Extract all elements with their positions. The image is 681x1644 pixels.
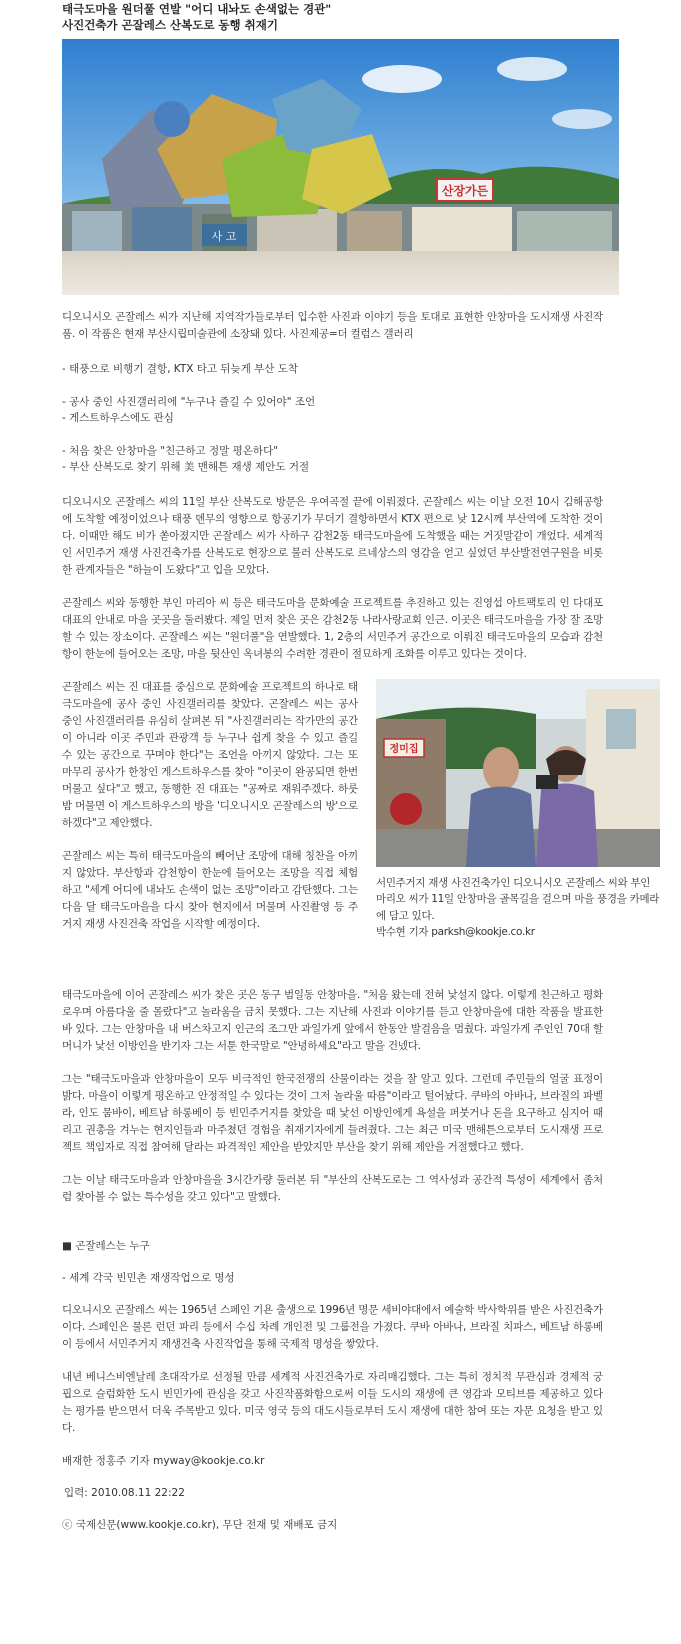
paragraph-3: 곤잘레스 씨는 진 대표를 중심으로 문화예술 프로젝트의 하나로 태극도마을에 공사 중인 사진갤러리를 찾았다. 곤잘레스 씨는 공사 중인 사진갤러리를 유심히 살펴본 뒤 "사진갤러리는 작가만의 공간이 아니라 이곳 주민과 관광객 등 누구나 쉽게 찾을 수 있고 즐길 수 있는 공간으로 꾸며야 한다"는 조언을 아끼지 않았다. 그는 또 마무리 공사가 한창인 게스트하우스를 찾아 "이곳이 완공되면 한번 머물고 싶다"고 했고, 동행한 진 대표는 "공짜로 재워주겠다. 하룻밤 머물면 이 게스트하우스의 방을 '디오니시오 곤잘레스의 방'으로 하겠다"고 제안했다. bbox=[62, 680, 358, 829]
left-column bbox=[62, 679, 358, 933]
article bbox=[62, 0, 662, 1533]
hero-sign: 산장가든 bbox=[441, 184, 489, 198]
headline bbox=[62, 1, 662, 33]
paragraph-7: 그는 이날 태극도마을과 안창마을을 3시간가량 둘러본 뒤 "부산의 산복도로는 그 역사성과 공간적 특성이 세계에서 좀처럼 찾아볼 수 없는 특수성을 갖고 있다"고 말했다. bbox=[62, 1173, 603, 1203]
summary-group-2 bbox=[62, 394, 662, 427]
summary-item: - 게스트하우스에도 관심 bbox=[62, 412, 174, 424]
two-column-section bbox=[62, 679, 662, 975]
summary-item: - 태풍으로 비행기 결항, KTX 타고 뒤늦게 부산 도착 bbox=[62, 363, 299, 375]
paragraph-2: 곤잘레스 씨와 동행한 부인 마리아 씨 등은 태극도마을 문화예술 프로젝트를 추진하고 있는 진영섭 아트팩토리 인 다대포 대표의 안내로 마을 곳곳을 둘러봤다. 제일 먼저 찾은 곳은 감천2동 나라사랑교회 인근. 이곳은 태극도마을을 가장 잘 조망할 수 있는 장소이다. 곤잘레스 씨는 "원더풀"을 연발했다. 1, 2층의 서민주거 공간으로 이뤄진 태극도마을의 모습과 감천항이 한눈에 들어오는 조망, 마을 뒷산인 옥녀봉의 수려한 경관이 절묘하게 조화를 이루고 있다는 것이다. bbox=[62, 596, 603, 660]
hero-photo bbox=[62, 39, 619, 295]
street-photo bbox=[376, 679, 660, 867]
summary-group-3 bbox=[62, 443, 662, 476]
summary-item: - 공사 중인 사진갤러리에 "누구나 즐길 수 있어야" 조언 bbox=[62, 395, 316, 408]
summary-item: - 처음 찾은 안창마을 "친근하고 정말 평온하다" bbox=[62, 444, 279, 457]
copyright: ⓒ 국제신문(www.kookje.co.kr), 무단 전재 및 재배포 금지 bbox=[62, 1518, 338, 1531]
street-photo-caption-block bbox=[376, 875, 660, 941]
hero-box-text: 사 고 bbox=[211, 230, 237, 243]
paragraph-5: 태극도마을에 이어 곤잘레스 씨가 찾은 곳은 동구 범일동 안창마을. "처음 왔는데 전혀 낯설지 않다. 이렇게 친근하고 평화로우며 아름다울 줄 몰랐다"고 놀라움을 금치 못했다. 그는 지난해 사진과 이야기를 듣고 안창마을에 대한 작품을 발표한 바 있다. 그는 안창마을 내 버스차고지 인근의 조그만 과일가게 앞에서 한동안 발걸음을 멈췄다. 과일가게 주인인 70대 할머니가 낯선 이방인을 반기자 그는 서툰 한국말로 "안녕하세요"라고 말을 건넸다. bbox=[62, 988, 603, 1052]
street-photo-art bbox=[376, 679, 660, 867]
profile-paragraph-1: 디오니시오 곤잘레스 씨는 1965년 스페인 기욘 출생으로 1996년 명문 세비야대에서 예술학 박사학위를 받은 사진건축가이다. 스페인은 물론 런던 파리 등에서 수십 차례 개인전 및 그룹전을 가졌다. 쿠바 아바나, 브라질 치파스, 베트남 하롱베이 등에서 서민주거지 재생건축 사진작업을 통해 국제적 명성을 쌓았다. bbox=[62, 1303, 603, 1350]
street-photo-caption: 서민주거지 재생 사진건축가인 디오니시오 곤잘레스 씨와 부인 마리오 씨가 11일 안창마을 골목길을 걸으며 마을 풍경을 카메라에 담고 있다. bbox=[376, 876, 660, 922]
dateline: 입력: 2010.08.11 22:22 bbox=[64, 1486, 185, 1499]
headline-line-2: 사진건축가 곤잘레스 산복도로 동행 취재기 bbox=[62, 18, 278, 32]
byline: 배재한 정홍주 기자 myway@kookje.co.kr bbox=[62, 1454, 265, 1467]
street-sign: 정미집 bbox=[389, 743, 419, 755]
profile-subheading: - 세계 각국 빈민촌 재생작업으로 명성 bbox=[62, 1271, 235, 1284]
paragraph-1: 디오니시오 곤잘레스 씨의 11일 부산 산복도로 방문은 우여곡절 끝에 이뤄졌다. 곤잘레스 씨는 이날 오전 10시 김해공항에 도착할 예정이었으나 태풍 뎬무의 영향으로 항공기가 무더기 결항하면서 KTX 편으로 낮 12시께 부산역에 도착한 것이다. 이때만 해도 비가 쏟아졌지만 곤잘레스 씨가 사하구 감천2동 태극도마을에 도착했을 때는 거짓말같이 개었다. 세계적인 서민주거 재생 사진건축가를 산복도로 현장으로 불러 산복도로 르네상스의 영감을 얻고 싶었던 부산발전연구원을 비롯한 관계자들은 "하늘이 도왔다"고 입을 모았다. bbox=[62, 495, 603, 576]
paragraph-4: 곤잘레스 씨는 특히 태극도마을의 빼어난 조망에 대해 칭찬을 아끼지 않았다. 부산항과 감천항이 한눈에 들어오는 조망을 직접 체험하고 "세계 어디에 내놔도 손색이 없는 조망"이라고 감탄했다. 그는 다음 달 태극도마을을 다시 찾아 현지에서 머물며 사진촬영 등 주거지 재생 사진건축 작업을 시작할 예정이다. bbox=[62, 849, 359, 930]
profile-heading: ■ 곤잘레스는 누구 bbox=[62, 1239, 150, 1252]
photo-credit: 박수현 기자 parksh@kookje.co.kr bbox=[376, 926, 535, 938]
hero-photo-art bbox=[62, 39, 619, 295]
headline-line-1: 태극도마을 원더풀 연발 "어디 내놔도 손색없는 경관" bbox=[62, 2, 332, 16]
summary-item: - 부산 산복도로 찾기 위해 美 맨해튼 재생 제안도 거절 bbox=[62, 461, 310, 473]
paragraph-6: 그는 "태극도마을과 안창마을이 모두 비극적인 한국전쟁의 산물이라는 것을 잘 알고 있다. 그런데 주민들의 얼굴 표정이 밝다. 마을이 이렇게 평온하고 안정적일 수 있다는 것이 그저 놀라울 따름"이라고 털어놨다. 쿠바의 아바나, 브라질의 파벨라, 인도 뭄바이, 베트남 하롱베이 등 빈민주거지를 찾았을 때 낯선 이방인에게 욕설을 퍼붓거나 돈을 요구하고 심지어 때리고 권총을 겨누는 현지인들과 마주쳤던 경험을 취재기자에게 들려줬다. 그는 최근 미국 맨해튼으로부터 도시재생 프로젝트 책임자로 직접 참여해 달라는 파격적인 제안을 받았지만 부산을 찾기 위해 제안을 거절했다고 했다. bbox=[62, 1072, 603, 1153]
hero-caption: 디오니시오 곤잘레스 씨가 지난해 지역작가들로부터 입수한 사진과 이야기 등을 토대로 표현한 안창마을 도시재생 사진작품. 이 작품은 현재 부산시립미술관에 소장돼 있다. 사진제공=더 컬럼스 갤러리 bbox=[62, 311, 603, 340]
summary-group-1 bbox=[62, 361, 662, 378]
profile-paragraph-2: 내년 베니스비엔날레 초대작가로 선정될 만큼 세계적 사진건축가로 자리매김했다. 그는 특히 정치적 무관심과 경제적 궁핍으로 슬럼화한 도시 빈민가에 관심을 갖고 사진작품화함으로써 이들 도시의 재생에 큰 영감과 모티브를 제공하고 있다는 평가를 받으면서 더욱 주목받고 있다. 미국 영국 등의 대도시들로부터 도시 재생에 대한 참여 또는 자문 요청을 받고 있다. bbox=[62, 1370, 603, 1434]
